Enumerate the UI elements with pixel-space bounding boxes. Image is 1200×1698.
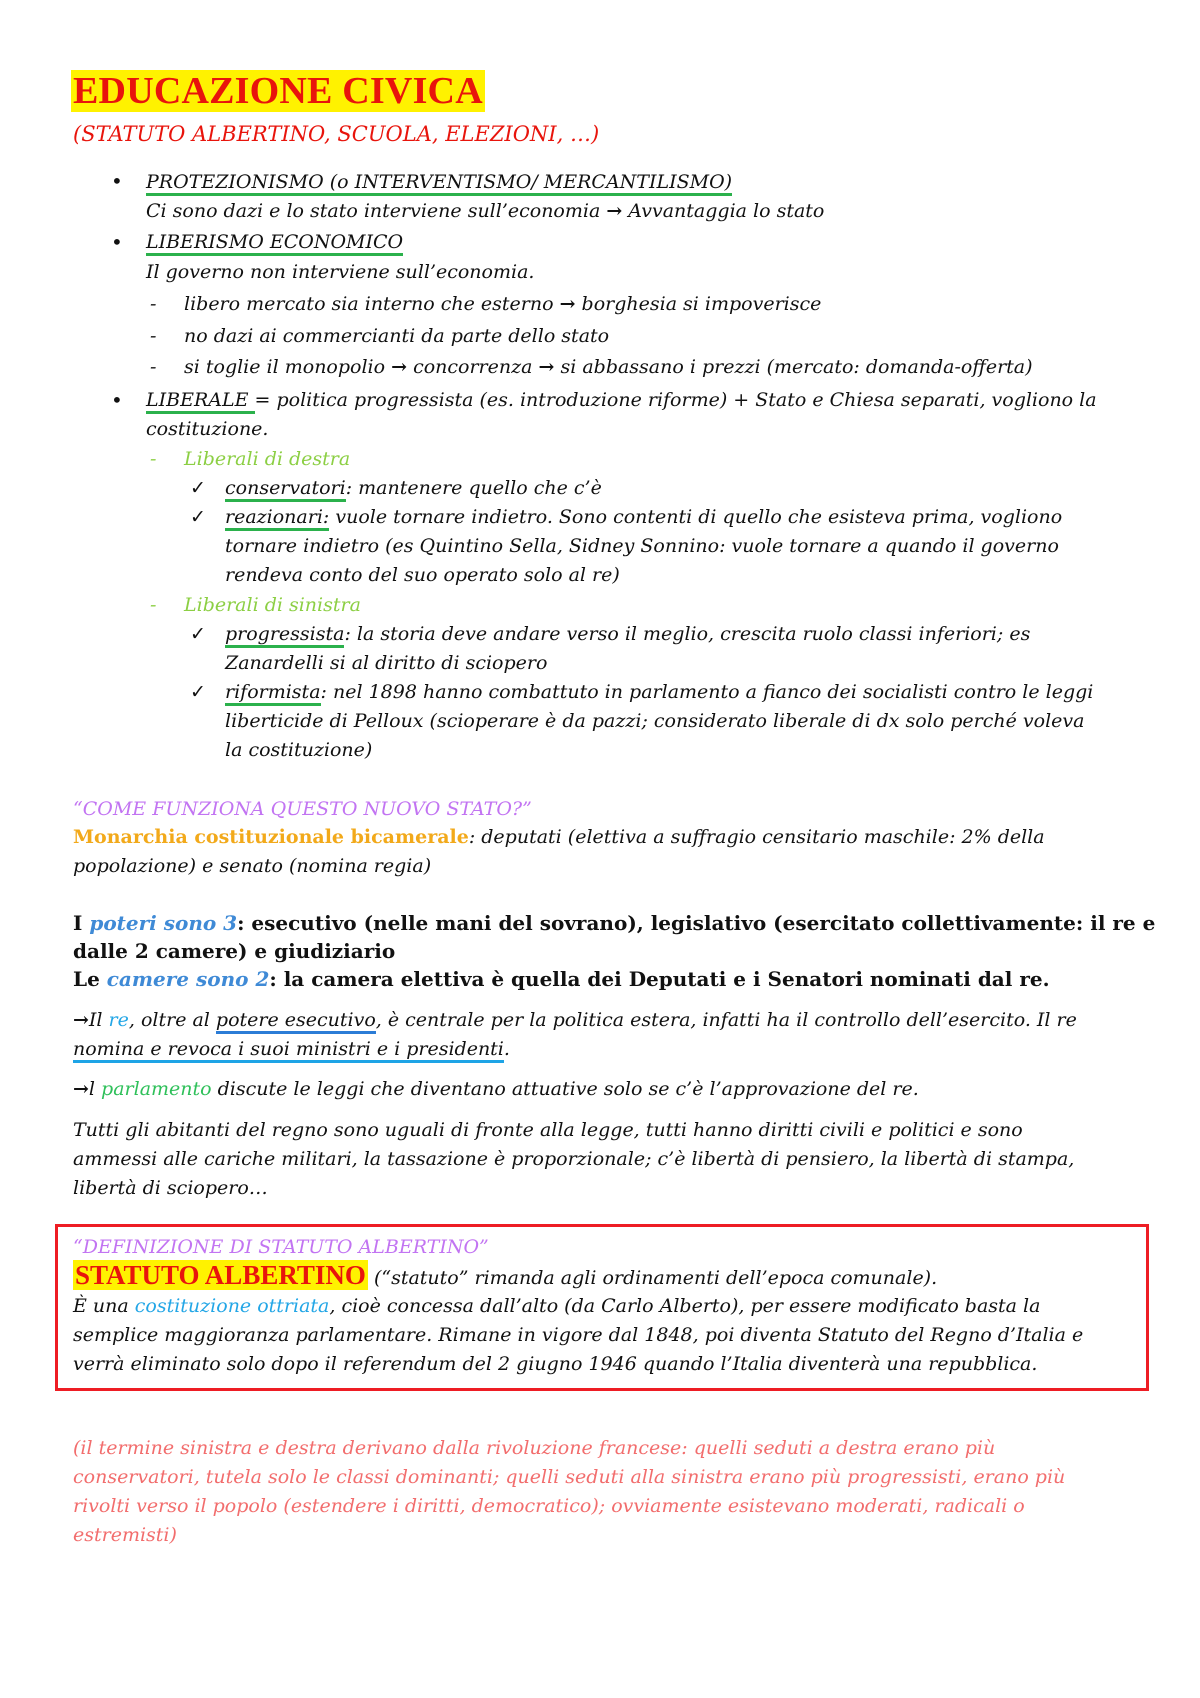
conservatori-line: conservatori: mantenere quello che c’è [225, 475, 602, 501]
note-line-4: estremisti) [73, 1524, 177, 1546]
statuto-line-3: semplice maggioranza parlamentare. Rimane in vigore dal 1848, poi diventa Statuto del Regno d’Italia e [73, 1324, 1084, 1346]
arrow-icon: → [606, 200, 623, 222]
parlamento-line: →l parlamento discute le leggi che diventano attuative solo se c’è l’approvazione del re. [73, 1078, 919, 1100]
protezionismo-heading: PROTEZIONISMO (o INTERVENTISMO/ MERCANTILISMO) [146, 169, 732, 195]
liberali-destra-heading: Liberali di destra [184, 448, 351, 470]
statuto-title: STATUTO ALBERTINO [75, 1260, 366, 1290]
check-icon: ✓ [190, 477, 206, 499]
re-line-2: nomina e revoca i suoi ministri e i presidenti. [73, 1036, 510, 1062]
re-line-1: →Il re, oltre al potere esecutivo, è centrale per la politica estera, infatti ha il controllo dell’esercito. Il re [73, 1007, 1077, 1033]
bullet-icon: • [111, 169, 123, 193]
reazionari-line-3: rendeva conto del suo operato solo al re) [225, 564, 620, 586]
bullet-icon: • [111, 230, 123, 254]
liberismo-point-2: no dazi ai commercianti da parte dello stato [184, 325, 610, 347]
riformista-line-1: riformista: nel 1898 hanno combattuto in parlamento a fianco dei socialisti contro le leggi [225, 679, 1093, 705]
reazionari-line-2: tornare indietro (es Quintino Sella, Sidney Sonnino: vuole tornare a quando il governo [225, 535, 1059, 557]
page-title: EDUCAZIONE CIVICA [73, 70, 483, 112]
check-icon: ✓ [190, 623, 206, 645]
arrow-icon: → [559, 293, 576, 315]
liberismo-heading: LIBERISMO ECONOMICO [146, 229, 403, 255]
stato-question: “COME FUNZIONA QUESTO NUOVO STATO?” [73, 798, 532, 820]
statuto-question: “DEFINIZIONE DI STATUTO ALBERTINO” [73, 1236, 489, 1258]
progressista-line-1: progressista: la storia deve andare verso il meglio, crescita ruolo classi inferiori; es [225, 621, 1030, 647]
statuto-line-4: verrà eliminato solo dopo il referendum del 2 giugno 1946 quando l’Italia diventerà una repubblica. [73, 1353, 1038, 1375]
abitanti-line-1: Tutti gli abitanti del regno sono uguali di fronte alla legge, tutti hanno diritti civili e politici e sono [73, 1119, 1023, 1141]
page-subtitle: (STATUTO ALBERTINO, SCUOLA, ELEZIONI, …) [73, 122, 600, 146]
reazionari-line-1: reazionari: vuole tornare indietro. Sono contenti di quello che esisteva prima, vogliono [225, 504, 1062, 530]
check-icon: ✓ [190, 681, 206, 703]
arrow-icon: → [73, 1009, 89, 1031]
poteri-line-1: I poteri sono 3: esecutivo (nelle mani del sovrano), legislativo (esercitato collettivamente: il re e [73, 911, 1156, 935]
arrow-icon: → [73, 1078, 89, 1100]
arrow-icon: → [391, 356, 408, 378]
poteri-line-2: dalle 2 camere) e giudiziario [73, 939, 396, 963]
dash-icon: - [150, 594, 157, 616]
liberismo-point-3: si toglie il monopolio → concorrenza → si abbassano i prezzi (mercato: domanda-offerta) [184, 356, 1033, 378]
liberismo-point-1: libero mercato sia interno che esterno → borghesia si impoverisce [184, 293, 822, 315]
statuto-line-1: STATUTO ALBERTINO (“statuto” rimanda agli ordinamenti dell’epoca comunale). [75, 1260, 938, 1290]
liberismo-body: Il governo non interviene sull’economia. [146, 261, 535, 283]
abitanti-line-3: libertà di sciopero… [73, 1177, 268, 1199]
note-line-3: rivolti verso il popolo (estendere i diritti, democratico); ovviamente esistevano moderati, radicali o [73, 1495, 1025, 1517]
dash-icon: - [150, 356, 157, 378]
liberale-line-2: costituzione. [146, 418, 269, 440]
dash-icon: - [150, 293, 157, 315]
monarchia-line-2: popolazione) e senato (nomina regia) [73, 855, 432, 877]
arrow-icon: → [538, 356, 555, 378]
riformista-line-2: liberticide di Pelloux (scioperare è da pazzi; considerato liberale di dx solo perché voleva [225, 710, 1085, 732]
statuto-line-2: È una costituzione ottriata, cioè concessa dall’alto (da Carlo Alberto), per essere modificato basta la [73, 1295, 1041, 1317]
note-line-2: conservatori, tutela solo le classi dominanti; quelli seduti alla sinistra erano più progressisti, erano più [73, 1466, 1066, 1488]
abitanti-line-2: ammessi alle cariche militari, la tassazione è proporzionale; c’è libertà di pensiero, la libertà di stampa, [73, 1148, 1075, 1170]
camere-line: Le camere sono 2: la camera elettiva è quella dei Deputati e i Senatori nominati dal re. [73, 967, 1050, 991]
progressista-line-2: Zanardelli si al diritto di sciopero [225, 652, 548, 674]
dash-icon: - [150, 448, 157, 470]
check-icon: ✓ [190, 506, 206, 528]
bullet-icon: • [111, 388, 123, 412]
dash-icon: - [150, 325, 157, 347]
riformista-line-3: la costituzione) [225, 739, 373, 761]
liberali-sinistra-heading: Liberali di sinistra [184, 594, 361, 616]
liberale-line-1: LIBERALE = politica progressista (es. introduzione riforme) + Stato e Chiesa separati, vogliono la [146, 387, 1097, 413]
note-line-1: (il termine sinistra e destra derivano dalla rivoluzione francese: quelli seduti a destra erano più [73, 1437, 996, 1459]
protezionismo-body: Ci sono dazi e lo stato interviene sull’economia → Avvantaggia lo stato [146, 200, 825, 222]
monarchia-line-1: Monarchia costituzionale bicamerale: deputati (elettiva a suffragio censitario maschile: 2% della [73, 826, 1045, 848]
